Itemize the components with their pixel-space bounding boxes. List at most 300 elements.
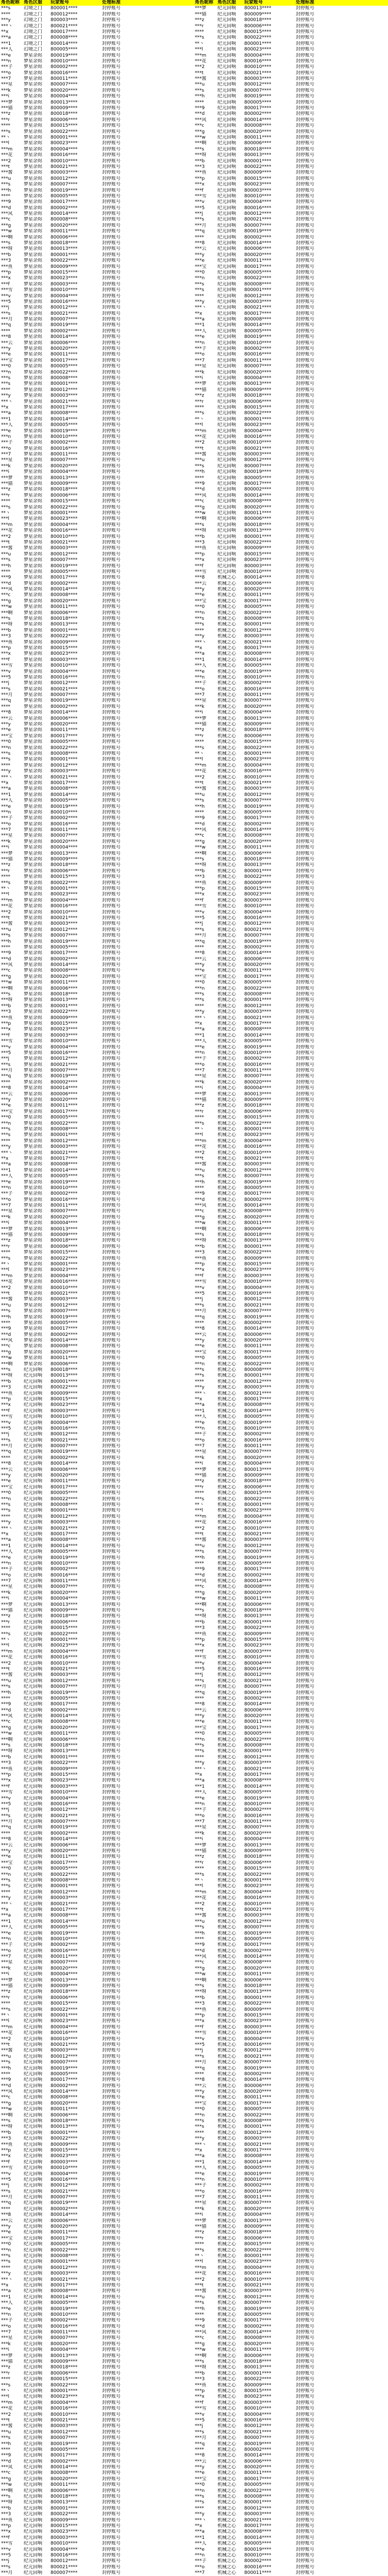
table-row <box>0 2477 194 2482</box>
server-cell: 梦星余烬 <box>24 546 43 551</box>
account-cell: 800023**** <box>244 2019 272 2024</box>
server-cell: 机械之心 <box>217 722 237 727</box>
action-cell: 封停账号 <box>296 880 315 886</box>
account-cell: 800007**** <box>244 2060 272 2065</box>
account-cell: 800013**** <box>244 1989 272 1995</box>
table-row <box>194 751 388 757</box>
action-cell: 封停账号 <box>296 1197 315 1202</box>
server-cell: 纪元回响 <box>217 522 237 528</box>
table-row <box>194 739 388 745</box>
table-row <box>0 1895 194 1901</box>
action-cell: 封停账号 <box>296 1936 315 1942</box>
server-cell: 机械之心 <box>217 616 237 622</box>
account-cell: 800011**** <box>244 1596 272 1602</box>
action-cell: 封停账号 <box>102 188 121 193</box>
nickname-cell: ***月 <box>1 317 13 323</box>
action-cell: 封停账号 <box>102 2441 121 2447</box>
server-cell: 纪元回响 <box>24 1643 43 1649</box>
nickname-cell: ***n <box>1 1561 11 1566</box>
header-account: 玩家账号 <box>49 0 101 6</box>
table-row <box>0 681 194 686</box>
action-cell: 封停账号 <box>296 897 315 903</box>
nickname-cell: ***5 <box>1 674 11 680</box>
server-cell: 梦星余烬 <box>24 152 43 158</box>
table-row <box>0 2025 194 2030</box>
nickname-cell: **** <box>1 1889 10 1895</box>
nickname-cell: ***q <box>195 229 205 234</box>
account-cell: 800010**** <box>244 2406 272 2412</box>
account-cell: 800011**** <box>244 1068 272 1074</box>
action-cell: 封停账号 <box>102 686 121 692</box>
nickname-cell: ***宝 <box>195 2476 207 2482</box>
table-row <box>0 1326 194 1332</box>
table-row <box>194 1661 388 1667</box>
nickname-cell: ***n <box>195 340 205 346</box>
nickname-cell: ***n <box>195 2552 205 2558</box>
account-cell: 800015**** <box>244 1866 272 1872</box>
table-row <box>0 2054 194 2060</box>
account-cell: 800008**** <box>244 1402 272 1408</box>
account-cell: 800002**** <box>244 2183 272 2189</box>
action-cell: 封停账号 <box>102 634 121 639</box>
action-cell: 封停账号 <box>296 1619 315 1625</box>
action-cell: 封停账号 <box>296 1355 315 1361</box>
action-cell: 封停账号 <box>296 2324 315 2329</box>
nickname-cell: ***子 <box>195 2558 207 2564</box>
server-cell: 梦星余烬 <box>24 674 43 680</box>
server-cell: 纪元回响 <box>24 2130 43 2136</box>
account-cell: 800002**** <box>244 1056 272 1062</box>
nickname-cell: ***星 <box>195 1449 207 1455</box>
table-row <box>194 2242 388 2247</box>
nickname-cell: ***t <box>195 446 204 451</box>
account-cell: 800019**** <box>244 2171 272 2177</box>
action-cell: 封停账号 <box>296 1637 315 1642</box>
action-cell: 封停账号 <box>102 2330 121 2335</box>
nickname-cell: ***n <box>195 1737 205 1742</box>
account-cell: 800014**** <box>244 657 272 663</box>
account-cell: 800022**** <box>50 1121 78 1126</box>
table-row <box>0 2212 194 2218</box>
action-cell: 封停账号 <box>102 1872 121 1877</box>
action-cell: 封停账号 <box>102 1590 121 1596</box>
server-cell: 梦星余烬 <box>24 1027 43 1032</box>
action-cell: 封停账号 <box>296 2001 315 2007</box>
nickname-cell: ***u <box>195 457 205 463</box>
nickname-cell: ***5 <box>1 1050 11 1056</box>
nickname-cell: ***啊 <box>195 1602 207 1607</box>
table-row <box>0 1444 194 1449</box>
server-cell: 梦星余烬 <box>24 223 43 228</box>
action-cell: 封停账号 <box>102 2282 121 2288</box>
table-row <box>194 557 388 563</box>
nickname-cell: ***v <box>195 2412 205 2417</box>
server-cell: 纪元回响 <box>217 534 237 539</box>
server-cell: 机械之心 <box>217 2077 237 2083</box>
table-row <box>0 1661 194 1667</box>
account-cell: 800023**** <box>50 2394 78 2400</box>
table-row <box>194 962 388 968</box>
server-cell: 机械之心 <box>217 1930 237 1936</box>
table-row <box>0 775 194 781</box>
nickname-cell: ***9 <box>195 2318 205 2324</box>
nickname-cell: ***9 <box>1 1326 11 1332</box>
nickname-cell: ***9 <box>1 2453 11 2459</box>
table-row <box>0 1320 194 1326</box>
action-cell: 封停账号 <box>102 1437 121 1443</box>
action-cell: 封停账号 <box>102 2552 121 2558</box>
nickname-cell: **x <box>195 645 203 651</box>
nickname-cell: ***m <box>1 897 13 903</box>
account-cell: 800014**** <box>244 2330 272 2335</box>
action-cell: 封停账号 <box>296 1514 315 1519</box>
table-row <box>194 1320 388 1326</box>
table-row <box>0 2447 194 2453</box>
nickname-cell: ***e <box>1 1854 11 1860</box>
account-cell: 800011**** <box>50 2107 78 2112</box>
action-cell: 封停账号 <box>102 786 121 792</box>
action-cell: 封停账号 <box>102 927 121 933</box>
account-cell: 800016**** <box>244 1291 272 1296</box>
server-cell: 梦星余烬 <box>24 399 43 404</box>
table-row <box>0 2189 194 2195</box>
server-cell: 机械之心 <box>217 1009 237 1015</box>
server-cell: 纪元回响 <box>24 1965 43 1971</box>
action-cell: 封停账号 <box>296 1050 315 1056</box>
action-cell: 封停账号 <box>102 2382 121 2388</box>
server-cell: 机械之心 <box>217 2470 237 2476</box>
action-cell: 封停账号 <box>296 2253 315 2259</box>
action-cell: 封停账号 <box>296 1795 315 1801</box>
table-row <box>0 505 194 511</box>
nickname-cell: ***呀 <box>195 1989 207 1995</box>
nickname-cell: ***h <box>195 1555 205 1561</box>
nickname-cell: ***z <box>195 18 205 23</box>
action-cell: 封停账号 <box>296 64 315 70</box>
server-cell: 纪元回响 <box>24 2183 43 2189</box>
table-row <box>0 422 194 428</box>
action-cell: 封停账号 <box>296 2400 315 2405</box>
account-cell: 800003**** <box>50 1032 78 1038</box>
action-cell: 封停账号 <box>296 2370 315 2376</box>
action-cell: 封停账号 <box>296 827 315 833</box>
nickname-cell: ***s <box>1 1367 11 1373</box>
nickname-cell: ***3 <box>195 2377 205 2382</box>
server-cell: 机械之心 <box>217 1778 237 1784</box>
nickname-cell: ***s <box>195 1678 205 1684</box>
nickname-cell: ***k <box>1 1965 11 1971</box>
server-cell: 梦星余烬 <box>24 1086 43 1091</box>
table-row <box>0 2430 194 2435</box>
server-cell: 纪元回响 <box>217 246 237 252</box>
server-cell: 梦星余烬 <box>24 323 43 328</box>
nickname-cell: ***7 <box>1 2330 11 2335</box>
server-cell: 纪元回响 <box>24 1684 43 1690</box>
account-cell: 800016**** <box>244 1813 272 1819</box>
table-row <box>0 1755 194 1760</box>
nickname-cell: ***z <box>1 1238 11 1244</box>
server-cell: 梦星余烬 <box>24 769 43 774</box>
table-row <box>194 2335 388 2341</box>
table-row <box>0 1684 194 1690</box>
account-cell: 800013**** <box>50 2124 78 2130</box>
table-row <box>0 687 194 692</box>
nickname-cell: ***g <box>1 598 11 604</box>
action-cell: 封停账号 <box>102 217 121 223</box>
table-row <box>0 223 194 229</box>
action-cell: 封停账号 <box>102 880 121 886</box>
account-cell: 800002**** <box>50 816 78 821</box>
server-cell: 机械之心 <box>217 2447 237 2452</box>
server-cell: 纪元回响 <box>24 1936 43 1942</box>
account-cell: 800015**** <box>50 874 78 880</box>
nickname-cell: ***星 <box>1 1584 13 1590</box>
nickname-cell: ***7 <box>195 2570 205 2576</box>
nickname-cell: ***云 <box>195 956 207 962</box>
account-cell: 800008**** <box>50 217 78 223</box>
nickname-cell: ***8 <box>1 710 11 716</box>
account-cell: 800019**** <box>50 2065 78 2071</box>
account-cell: 800004**** <box>50 1972 78 1977</box>
account-cell: 800017**** <box>244 1349 272 1355</box>
table-row <box>194 434 388 440</box>
table-row <box>0 1086 194 1091</box>
nickname-cell: ***8 <box>1 1837 11 1842</box>
account-cell: 800005**** <box>50 2071 78 2077</box>
action-cell: 封停账号 <box>296 2382 315 2388</box>
table-row <box>0 35 194 41</box>
action-cell: 封停账号 <box>296 1320 315 1326</box>
table-row <box>0 2500 194 2505</box>
account-cell: 800020**** <box>50 1097 78 1103</box>
action-cell: 封停账号 <box>102 980 121 986</box>
nickname-cell: ***a <box>195 2154 205 2159</box>
nickname-cell: **** <box>195 809 204 815</box>
account-cell: 800021**** <box>50 2042 78 2047</box>
nickname-cell: ***u <box>1 2054 11 2059</box>
account-cell: 800005**** <box>50 1320 78 1326</box>
table-row <box>0 798 194 804</box>
server-cell: 梦星余烬 <box>24 1032 43 1038</box>
nickname-cell: ***s <box>1 880 11 886</box>
account-cell: 800022**** <box>50 634 78 639</box>
nickname-cell: ***n <box>1 1121 11 1126</box>
action-cell: 封停账号 <box>102 663 121 669</box>
account-cell: 800014**** <box>244 575 272 581</box>
nickname-cell: ***r <box>1 868 10 874</box>
account-cell: 800006**** <box>50 1995 78 2001</box>
account-cell: 800012**** <box>244 1297 272 1302</box>
table-row <box>0 159 194 164</box>
nickname-cell: ***d <box>1 205 11 211</box>
server-cell: 纪元回响 <box>24 1766 43 1772</box>
nickname-cell: ***i <box>195 1086 204 1091</box>
server-cell: 机械之心 <box>217 1221 237 1226</box>
action-cell: 封停账号 <box>296 2282 315 2288</box>
action-cell: 封停账号 <box>102 1579 121 1584</box>
nickname-cell: ***s <box>195 287 205 293</box>
account-cell: 800014**** <box>50 792 78 798</box>
nickname-cell: ***云 <box>1 340 13 346</box>
account-cell: 800001**** <box>244 287 272 293</box>
table-row <box>194 1250 388 1256</box>
server-cell: 梦星余烬 <box>24 364 43 369</box>
account-cell: 800006**** <box>50 340 78 346</box>
nickname-cell: ***鱼 <box>195 2382 207 2388</box>
account-cell: 800001**** <box>244 1373 272 1379</box>
action-cell: 封停账号 <box>102 111 121 117</box>
nickname-cell: ***酱 <box>195 452 207 457</box>
action-cell: 封停账号 <box>296 211 315 217</box>
nickname-cell: **x <box>1 780 9 786</box>
action-cell: 封停账号 <box>296 1479 315 1484</box>
action-cell: 封停账号 <box>102 2412 121 2417</box>
nickname-cell: ***e <box>1 727 11 733</box>
nickname-cell: ***y <box>1 1895 11 1901</box>
table-row <box>194 2107 388 2112</box>
server-cell: 机械之心 <box>217 1625 237 1631</box>
account-cell: 800009**** <box>50 1766 78 1772</box>
account-cell: 800001**** <box>244 158 272 164</box>
nickname-cell: ***c <box>195 2335 205 2341</box>
table-row <box>0 716 194 722</box>
server-cell: 梦星余烬 <box>24 94 43 99</box>
account-cell: 800022**** <box>50 880 78 886</box>
server-cell: 机械之心 <box>217 804 237 809</box>
server-cell: 机械之心 <box>217 1889 237 1895</box>
nickname-cell: ***s <box>1 1813 11 1819</box>
account-cell: 800013**** <box>244 2218 272 2224</box>
server-cell: 纪元回响 <box>217 387 237 393</box>
table-row <box>0 2335 194 2341</box>
action-cell: 封停账号 <box>296 2218 315 2224</box>
server-cell: 梦星余烬 <box>24 1209 43 1214</box>
action-cell: 封停账号 <box>102 1637 121 1642</box>
action-cell: 封停账号 <box>296 76 315 82</box>
server-cell: 机械之心 <box>217 1203 237 1209</box>
action-cell: 封停账号 <box>296 2130 315 2136</box>
action-cell: 封停账号 <box>102 134 121 140</box>
action-cell: 封停账号 <box>296 1261 315 1267</box>
account-cell: 800020**** <box>244 1590 272 1596</box>
server-cell: 梦星余烬 <box>24 921 43 927</box>
account-cell: 800008**** <box>244 833 272 839</box>
action-cell: 封停账号 <box>102 1660 121 1666</box>
table-row <box>194 59 388 64</box>
account-cell: 800010**** <box>50 1414 78 1420</box>
account-cell: 800016**** <box>244 1666 272 1672</box>
account-cell: 800001**** <box>50 6 78 11</box>
action-cell: 封停账号 <box>102 1261 121 1267</box>
table-row <box>194 663 388 669</box>
action-cell: 封停账号 <box>102 1355 121 1361</box>
action-cell: 封停账号 <box>102 328 121 334</box>
server-cell: 纪元回响 <box>217 317 237 323</box>
table-row <box>194 1978 388 1984</box>
account-cell: 800012**** <box>50 11 78 17</box>
account-cell: 800001**** <box>50 510 78 516</box>
account-cell: 800011**** <box>244 2570 272 2576</box>
account-cell: 800018**** <box>50 1743 78 1749</box>
account-cell: 800009**** <box>50 1391 78 1396</box>
action-cell: 封停账号 <box>102 457 121 463</box>
table-row <box>194 2465 388 2470</box>
account-cell: 800006**** <box>244 1109 272 1114</box>
server-cell: 梦星余烬 <box>24 328 43 334</box>
nickname-cell: ***s <box>195 1496 205 1502</box>
server-cell: 梦星余烬 <box>24 1144 43 1150</box>
nickname-cell: **丶 <box>1 2388 11 2394</box>
nickname-cell: ***u <box>195 1543 205 1549</box>
account-cell: 800016**** <box>50 1050 78 1056</box>
server-cell: 梦星余烬 <box>24 1361 43 1367</box>
account-cell: 800023**** <box>244 422 272 428</box>
table-row <box>194 211 388 217</box>
server-cell: 梦星余烬 <box>24 387 43 393</box>
action-cell: 封停账号 <box>102 1344 121 1349</box>
server-cell: 纪元回响 <box>24 1702 43 1707</box>
server-cell: 梦星余烬 <box>24 276 43 281</box>
nickname-cell: **** <box>195 293 204 299</box>
table-row <box>194 1021 388 1027</box>
action-cell: 封停账号 <box>296 780 315 786</box>
nickname-cell: ***x <box>195 1267 205 1273</box>
nickname-cell: ***t <box>195 1907 204 1912</box>
account-cell: 800007**** <box>244 1684 272 1690</box>
table-row <box>194 2030 388 2036</box>
account-cell: 800008**** <box>50 1502 78 1507</box>
server-cell: 机械之心 <box>217 1314 237 1320</box>
action-cell: 封停账号 <box>296 1872 315 1877</box>
table-row <box>194 476 388 481</box>
action-cell: 封停账号 <box>102 293 121 299</box>
action-cell: 封停账号 <box>296 1221 315 1226</box>
account-cell: 800008**** <box>50 968 78 974</box>
nickname-cell: ***s <box>195 463 205 469</box>
nickname-cell: ***o <box>195 1062 205 1067</box>
server-cell: 机械之心 <box>217 1473 237 1479</box>
table-row <box>194 317 388 323</box>
action-cell: 封停账号 <box>102 2429 121 2435</box>
action-cell: 封停账号 <box>296 1825 315 1831</box>
action-cell: 封停账号 <box>296 2529 315 2535</box>
action-cell: 封停账号 <box>102 141 121 146</box>
nickname-cell: ***y <box>195 1760 205 1766</box>
nickname-cell: **** <box>195 2130 204 2136</box>
server-cell: 机械之心 <box>217 2517 237 2523</box>
server-cell: 机械之心 <box>217 2465 237 2470</box>
action-cell: 封停账号 <box>102 170 121 176</box>
action-cell: 封停账号 <box>296 757 315 762</box>
action-cell: 封停账号 <box>102 82 121 88</box>
account-cell: 800019**** <box>50 2441 78 2447</box>
account-cell: 800022**** <box>50 1872 78 1877</box>
account-cell: 800021**** <box>244 927 272 933</box>
account-cell: 800003**** <box>50 546 78 551</box>
account-cell: 800021**** <box>50 1526 78 1531</box>
nickname-cell: ***b <box>195 1244 205 1249</box>
server-cell: 纪元回响 <box>24 2054 43 2059</box>
nickname-cell: ***星 <box>1 457 13 463</box>
action-cell: 封停账号 <box>102 1062 121 1067</box>
table-row <box>0 264 194 270</box>
nickname-cell: ***y <box>1 2271 11 2277</box>
server-cell: 机械之心 <box>217 1367 237 1373</box>
server-cell: 梦星余烬 <box>24 892 43 897</box>
table-row <box>0 59 194 64</box>
action-cell: 封停账号 <box>296 1214 315 1220</box>
nickname-cell: **** <box>195 29 204 35</box>
